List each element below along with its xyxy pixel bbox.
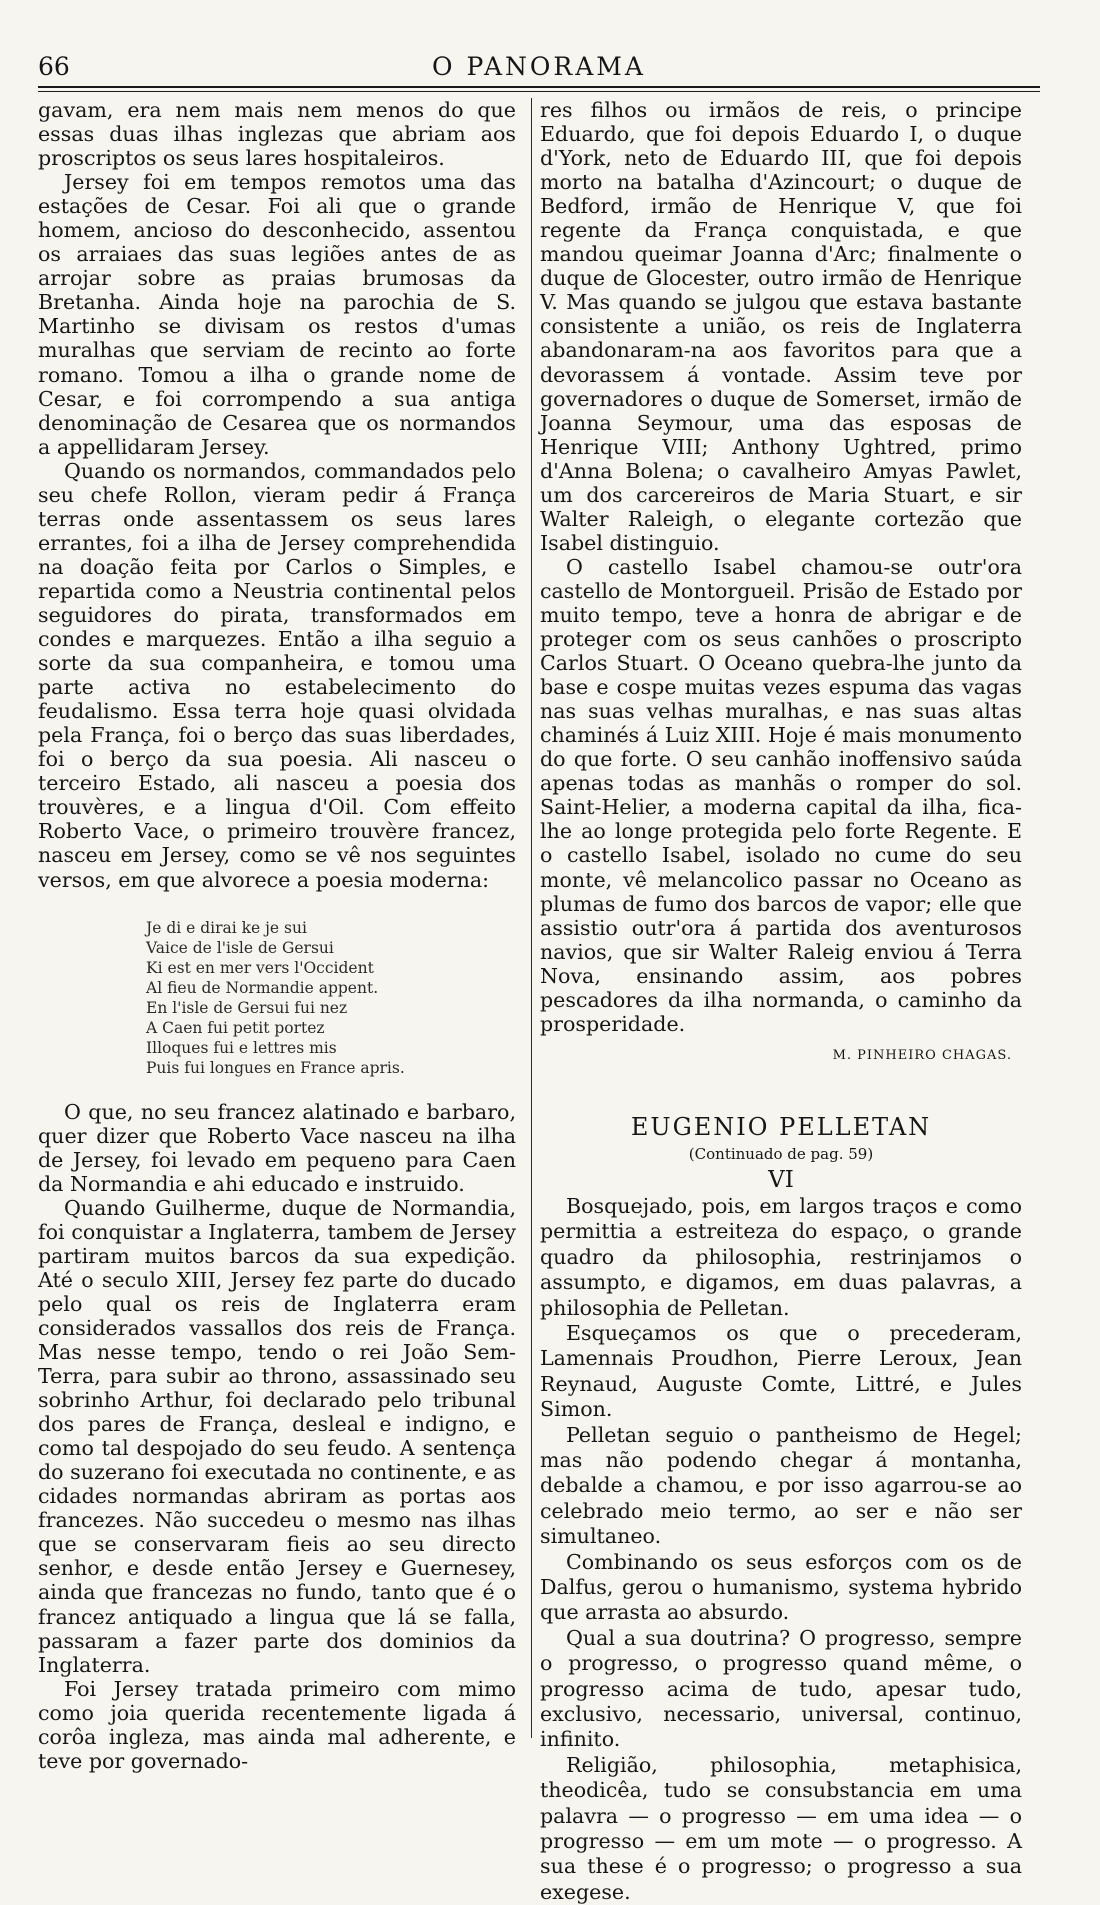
right-column (540, 98, 1022, 1905)
page-number: 66 (38, 52, 70, 81)
chapter-number: VI (768, 1166, 794, 1193)
paragraph: Pelletan seguio o pantheismo de Hegel; mas não podendo chegar á montanha, debalde a chamou, e por isso agarrou-se ao celebrado meio termo, ao ser e não ser simultaneo. (540, 1422, 1022, 1549)
author-signature: M. PINHEIRO CHAGAS. (832, 1047, 1012, 1063)
section-body (540, 1194, 1022, 1905)
poem-line: Ki est en mer vers l'Occident (146, 958, 374, 977)
paragraph: Jersey foi em tempos remotos uma das estações de Cesar. Foi ali que o grande homem, ancioso do desconhecido, assentou os arraiaes das suas legiões antes de as arrojar sobre as praias brumosas da Bretanha. Ainda hoje na parochia de S. Martinho se divisam os restos d'umas muralhas que serviam de recinto ao forte romano. Tomou a ilha o grande nome de Cesar, e foi corrompendo a sua antiga denominação de Cesarea que os normandos a appellidaram Jersey. (38, 170, 516, 459)
paragraph: Qual a sua doutrina? O progresso, sempre o progresso, o progresso quand même, o progresso acima de tudo, apesar tudo, exclusivo, necessario, universal, continuo, infinito. (540, 1625, 1022, 1752)
poem (146, 918, 516, 1078)
paragraph: Quando os normandos, commandados pelo seu chefe Rollon, vieram pedir á França terras onde assentassem os seus lares errantes, foi a ilha de Jersey comprehendida na doação feita por Carlos o Simples, e repartida como a Neustria continental pelos seguidores do pirata, transformados em condes e marquezes. Então a ilha seguio a sorte da sua companheira, e tomou uma parte activa no estabelecimento do feudalismo. Essa terra hoje quasi olvidada pela França, foi o berço das suas liberdades, foi o berço da sua poesia. Ali nasceu o terceiro Estado, ali nasceu a poesia dos trouvères, e a lingua d'Oil. Com effeito Roberto Vace, o primeiro trouvère francez, nasceu em Jersey, como se vê nos seguintes versos, em que alvorece a poesia moderna: (38, 458, 516, 892)
paragraph: Combinando os seus esforços com os de Dalfus, gerou o humanismo, systema hybrido que arrasta ao absurdo. (540, 1549, 1022, 1625)
left-column (38, 98, 516, 1773)
paragraph: res filhos ou irmãos de reis, o principe Eduardo, que foi depois Eduardo I, o duque d'York, neto de Eduardo III, que foi depois morto na batalha d'Azincourt; o duque de Bedford, irmão de Henrique V, que foi regente da França conquistada, e que mandou queimar Joanna d'Arc; finalmente o duque de Glocester, outro irmão de Henrique V. Mas quando se julgou que estava bastante consistente a união, os reis de Inglaterra abandonaram-na aos favoritos para que a devorassem á vontade. Assim teve por governadores o duque de Somerset, irmão de Joanna Seymour, uma das esposas de Henrique VIII; Anthony Ughtred, primo d'Anna Bolena; o cavalheiro Amyas Pawlet, um dos carcereiros de Maria Stuart, e sir Walter Raleigh, o elegante cortezão que Isabel distinguio. (540, 98, 1022, 555)
poem-line: Vaice de l'isle de Gersui (146, 938, 334, 957)
page-header (38, 52, 1040, 86)
header-rule (38, 86, 1040, 88)
paragraph: O que, no seu francez alatinado e barbaro, quer dizer que Roberto Vace nasceu na ilha de Jersey, foi levado em pequeno para Caen da Normandia e ahi educado e instruido. (38, 1099, 516, 1196)
paragraph: O castello Isabel chamou-se outr'ora castello de Montorgueil. Prisão de Estado por muito tempo, teve a honra de abrigar e de proteger com os seus canhões o proscripto Carlos Stuart. O Oceano quebra-lhe junto da base e cospe muitas vezes espuma das vagas nas suas velhas muralhas, e nas suas altas chaminés á Luiz XIII. Hoje é mais monumento do que forte. O seu canhão inoffensivo saúda apenas todas as manhãs o romper do sol. Saint-Helier, a moderna capital da ilha, fica-lhe ao longe protegida pelo forte Regente. E o castello Isabel, isolado no cume do seu monte, vê melancolico passar no Oceano as plumas de fumo dos barcos de vapor; elle que assistio outr'ora á partida dos aventurosos navios, que sir Walter Raleig enviou á Terra Nova, ensinando assim, aos pobres pescadores da ilha normanda, o caminho da prosperidade. (540, 554, 1022, 1036)
header-rule-thin (38, 91, 1040, 92)
poem-line: Illoques fui e lettres mis (146, 1038, 337, 1057)
poem-line: Al fieu de Normandie appent. (146, 978, 379, 997)
continued-note: (Continuado de pag. 59) (688, 1144, 874, 1163)
paragraph: Bosquejado, pois, em largos traços e como permittia a estreiteza do espaço, o grande quadro da philosophia, restrinjamos o assumpto, e digamos, em duas palavras, a philosophia de Pelletan. (540, 1193, 1022, 1320)
poem-line: En l'isle de Gersui fui nez (146, 998, 348, 1017)
poem-line: Puis fui longues en France apris. (146, 1058, 405, 1077)
paragraph: Quando Guilherme, duque de Normandia, foi conquistar a Inglaterra, tambem de Jersey partiram muitos barcos da sua expedição. Até o seculo XIII, Jersey fez parte do ducado pelo qual os reis de Inglaterra eram considerados vassallos dos reis de França. Mas nesse tempo, tendo o rei João Sem-Terra, para subir ao throno, assassinado seu sobrinho Arthur, foi declarado pelo tribunal dos pares de França, desleal e indigno, e como tal despojado do seu feudo. A sentença do suzerano foi executada no continente, e as cidades normandas abriram as portas aos francezes. Não succedeu o mesmo nas ilhas que se conservaram fieis ao seu directo senhor, e desde então Jersey e Guernesey, ainda que francezas no fundo, tanto que é o francez antiquado a lingua que lá se falla, passaram a fazer parte dos dominios da Inglaterra. (38, 1195, 516, 1677)
poem-line: A Caen fui petit portez (146, 1018, 325, 1037)
paragraph: gavam, era nem mais nem menos do que essas duas ilhas inglezas que abriam aos proscriptos os seus lares hospitaleiros. (38, 98, 516, 171)
paragraph: Foi Jersey tratada primeiro com mimo como joia querida recentemente ligada á corôa ingleza, mas ainda mal adherente, e teve por governado- (38, 1676, 516, 1773)
section-title: EUGENIO PELLETAN (630, 1112, 932, 1141)
column-divider (531, 98, 532, 1738)
poem-line: Je di e dirai ke je sui (146, 918, 307, 937)
paragraph: Religião, philosophia, metaphisica, theodicêa, tudo se consubstancia em uma palavra — o progresso — em uma idea — o progresso — em um mote — o progresso. A sua these é o progresso; o progresso a sua exegese. (540, 1752, 1022, 1904)
paragraph: Esqueçamos os que o precederam, Lamennais Proudhon, Pierre Leroux, Jean Reynaud, Auguste Comte, Littré, e Jules Simon. (540, 1320, 1022, 1422)
journal-title: O PANORAMA (432, 52, 646, 81)
